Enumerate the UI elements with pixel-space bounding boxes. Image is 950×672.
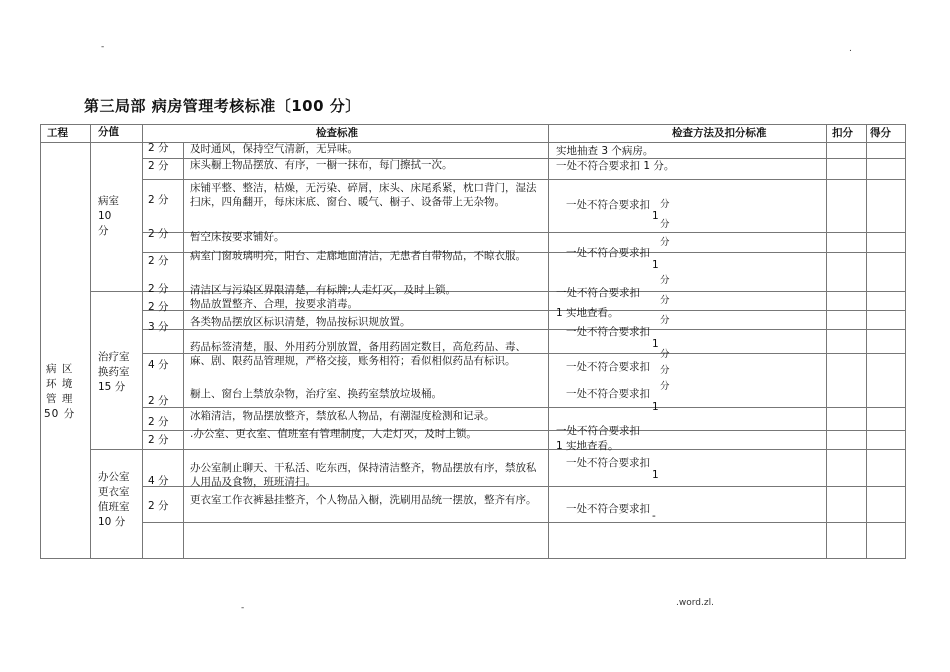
row-score: 4 分 bbox=[148, 475, 169, 487]
row-score: 2 分 bbox=[148, 194, 169, 206]
row-criteria: 各类物品摆放区标识清楚，物品按标识规放置。 bbox=[190, 316, 411, 328]
header-item: 工程 bbox=[47, 127, 68, 139]
row-score: 3 分 bbox=[148, 321, 169, 333]
row-criteria: 冰箱清洁，物品摆放整齐，禁放私人物品，有潮湿度检测和记录。 bbox=[190, 410, 495, 422]
category-line: 管 理 bbox=[46, 393, 74, 405]
method-text: 一处不符合要求扣 1 分。 bbox=[556, 160, 675, 172]
row-score: 2 分 bbox=[148, 160, 169, 172]
section-line: 病室 bbox=[98, 195, 119, 207]
section-line: 15 分 bbox=[98, 381, 126, 393]
row-score: 2 分 bbox=[148, 228, 169, 240]
method-text: 1 bbox=[652, 338, 659, 350]
method-text: 一处不符合要求扣 bbox=[566, 326, 650, 338]
section-line: 办公室 bbox=[98, 471, 130, 483]
method-text: 分 bbox=[660, 349, 670, 360]
row-criteria: 病室门窗玻璃明亮，阳台、走廊地面清洁，无患者自带物品，不晾衣服。 bbox=[190, 250, 526, 262]
method-text: 一处不符合要求扣 bbox=[566, 361, 650, 373]
row-criteria: 药品标签清楚，服、外用药分别放置，备用药固定数目，高危药品、毒、麻、剧、限药品管理规，严格交接，账务相符；看似相似药品有标识。 bbox=[190, 341, 526, 367]
method-text: 分 bbox=[660, 295, 670, 306]
row-score: 2 分 bbox=[148, 434, 169, 446]
header-got: 得分 bbox=[870, 127, 891, 139]
page-title: 第三局部 病房管理考核标准〔100 分〕 bbox=[84, 97, 361, 115]
row-criteria: 橱上、窗台上禁放杂物，治疗室、换药室禁放垃圾桶。 bbox=[190, 388, 442, 400]
row-criteria: 物品放置整齐、合理，按要求消毒。 bbox=[190, 298, 358, 310]
section-line: 治疗室 bbox=[98, 351, 130, 363]
method-text: 分 bbox=[660, 365, 670, 376]
method-text: 1 实地查看。 bbox=[556, 307, 619, 319]
category-line: 50 分 bbox=[44, 408, 76, 420]
method-text: 一处不符合要求扣 bbox=[556, 287, 640, 299]
category-cell bbox=[44, 362, 88, 422]
method-text: 1 bbox=[652, 401, 659, 413]
method-text: 分 bbox=[660, 199, 670, 210]
section-line: 10 分 bbox=[98, 516, 126, 528]
method-text: 1 实地查看。 bbox=[556, 440, 619, 452]
method-text: 分 bbox=[660, 237, 670, 248]
row-criteria: 更衣室工作衣裤悬挂整齐，个人物品入橱，洗刷用品统一摆放，整齐有序。 bbox=[190, 494, 537, 506]
page-mark-top-right: . bbox=[849, 44, 852, 54]
method-text: 分 bbox=[660, 381, 670, 392]
header-score: 分值 bbox=[98, 126, 119, 138]
row-score: 2 分 bbox=[148, 142, 169, 154]
header-deduct: 扣分 bbox=[832, 127, 853, 139]
method-text: 一处不符合要求扣 bbox=[566, 199, 650, 211]
page-mark-bottom: - bbox=[241, 603, 245, 613]
method-text: 1 bbox=[652, 210, 659, 222]
page-mark-top-left: - bbox=[101, 42, 105, 52]
row-score: 2 分 bbox=[148, 416, 169, 428]
section-line: 10 bbox=[98, 210, 112, 222]
header-criteria: 检查标准 bbox=[316, 127, 358, 139]
row-criteria: 暂空床按要求铺好。 bbox=[190, 231, 285, 243]
category-line: 病 区 bbox=[46, 363, 74, 375]
method-text: 一处不符合要求扣 bbox=[556, 425, 640, 437]
method-text: 分 bbox=[660, 219, 670, 230]
section-ward bbox=[98, 194, 119, 239]
section-line: 更衣室 bbox=[98, 486, 130, 498]
row-criteria: .办公室、更衣室、值班室有管理制度，人走灯灭，及时上锁。 bbox=[190, 428, 477, 440]
method-text: - bbox=[652, 510, 656, 522]
header-method: 检查方法及扣分标准 bbox=[672, 127, 767, 139]
row-criteria: 床头橱上物品摆放、有序，一橱一抹布，每门擦拭一次。 bbox=[190, 159, 453, 171]
row-score: 2 分 bbox=[148, 255, 169, 267]
row-criteria: 办公室制止聊天、干私活、吃东西，保持清洁整齐，物品摆放有序，禁放私人用品及食物，班班清扫。 bbox=[190, 462, 537, 488]
method-text: 1 bbox=[652, 469, 659, 481]
section-line: 分 bbox=[98, 225, 109, 237]
method-text: 实地抽查 3 个病房。 bbox=[556, 145, 654, 157]
row-score: 2 分 bbox=[148, 283, 169, 295]
method-text: 分 bbox=[660, 275, 670, 286]
method-text: 一处不符合要求扣 bbox=[566, 457, 650, 469]
method-text: 分 bbox=[660, 315, 670, 326]
method-text: 1 bbox=[652, 259, 659, 271]
assessment-table bbox=[40, 124, 906, 558]
section-line: 换药室 bbox=[98, 366, 130, 378]
row-criteria: 及时通风，保持空气清新，无异味。 bbox=[190, 143, 358, 155]
method-text: 一处不符合要求扣 bbox=[566, 503, 650, 515]
row-criteria: 床铺平整、整洁，枯燥，无污染、碎屑，床头、床尾系紧，枕口背门，湿法扫床，四角翻开，每床床底、窗台、暖气、橱子、设备带上无杂物。 bbox=[190, 182, 537, 208]
row-score: 2 分 bbox=[148, 301, 169, 313]
page-footer: .word.zl. bbox=[676, 598, 714, 608]
section-line: 值班室 bbox=[98, 501, 130, 513]
category-line: 环 境 bbox=[46, 378, 74, 390]
section-treatment bbox=[98, 350, 130, 395]
section-office bbox=[98, 470, 130, 530]
row-score: 2 分 bbox=[148, 500, 169, 512]
row-score: 4 分 bbox=[148, 359, 169, 371]
row-criteria: 清洁区与污染区界限清楚，有标牌;人走灯灭，及时上锁。 bbox=[190, 284, 457, 296]
method-text: 一处不符合要求扣 bbox=[566, 388, 650, 400]
row-score: 2 分 bbox=[148, 395, 169, 407]
method-text: 一处不符合要求扣 bbox=[566, 247, 650, 259]
